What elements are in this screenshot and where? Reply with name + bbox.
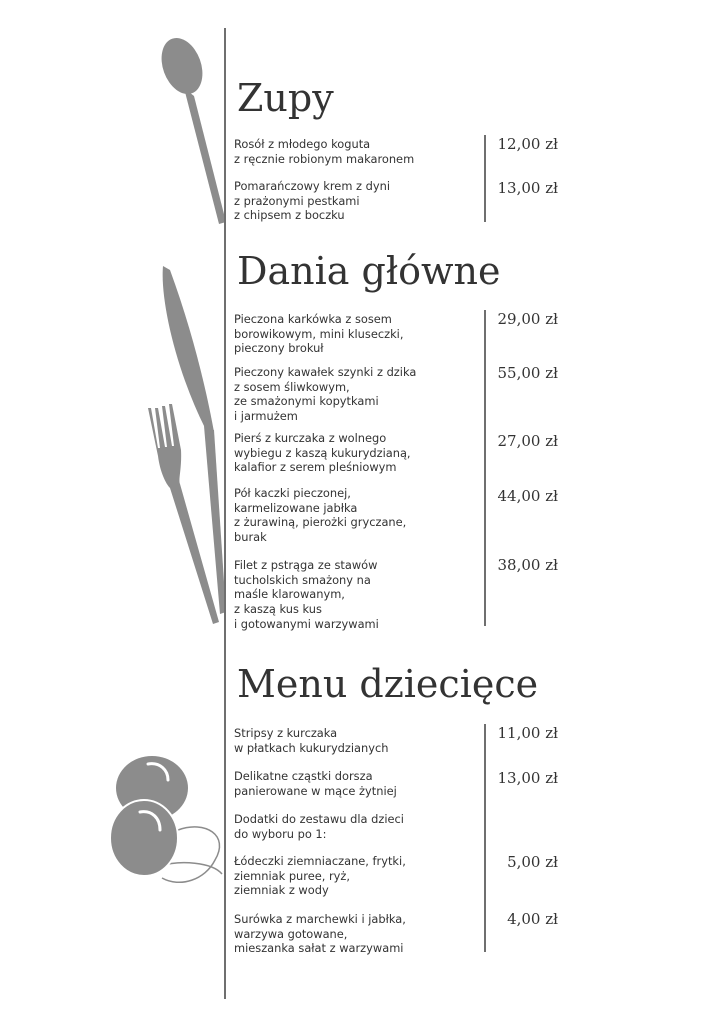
price-divider [484, 310, 486, 626]
section-heading-main-dishes: Dania główne [237, 249, 501, 293]
menu-item-name: Delikatne cząstki dorsza panierowane w mące żytniej [234, 769, 397, 798]
menu-item-name: Filet z pstrąga ze stawów tucholskich smażony na maśle klarowanym, z kaszą kus kus i gotowanymi warzywami [234, 558, 379, 631]
menu-item-price: 11,00 zł [497, 724, 558, 742]
menu-item-name: Surówka z marchewki i jabłka, warzywa gotowane, mieszanka sałat z warzywami [234, 912, 406, 956]
menu-item-name: Pieczona karkówka z sosem borowikowym, mini kluseczki, pieczony brokuł [234, 312, 404, 356]
menu-item-name: Łódeczki ziemniaczane, frytki, ziemniak puree, ryż, ziemniak z wody [234, 854, 406, 898]
menu-item-price: 55,00 zł [497, 364, 558, 382]
menu-item-price: 13,00 zł [497, 769, 558, 787]
vertical-rule [224, 28, 226, 999]
menu-item-price: 27,00 zł [497, 432, 558, 450]
menu-item-name: Rosół z młodego koguta z ręcznie robionym makaronem [234, 137, 415, 166]
menu-item-name: Pierś z kurczaka z wolnego wybiegu z kaszą kukurydzianą, kalafior z serem pleśniowym [234, 431, 411, 475]
menu-item-name: Pieczony kawałek szynki z dzika z sosem śliwkowym, ze smażonymi kopytkami i jarmużem [234, 365, 417, 424]
section-heading-kids-menu: Menu dziecięce [237, 662, 539, 706]
menu-item-price: 13,00 zł [497, 179, 558, 197]
menu-item-price: 4,00 zł [507, 910, 558, 928]
section-heading-soups: Zupy [237, 76, 334, 120]
menu-item-name: Pół kaczki pieczonej, karmelizowane jabłka z żurawiną, pierożki gryczane, burak [234, 486, 407, 545]
menu-item-price: 44,00 zł [497, 487, 558, 505]
menu-item-price: 12,00 zł [497, 135, 558, 153]
balloons-icon [110, 756, 222, 882]
menu-item-name: Stripsy z kurczaka w płatkach kukurydzianych [234, 726, 389, 755]
menu-item-name: Dodatki do zestawu dla dzieci do wyboru po 1: [234, 812, 404, 841]
menu-item-price: 38,00 zł [497, 556, 558, 574]
menu-item-name: Pomarańczowy krem z dyni z prażonymi pestkami z chipsem z boczku [234, 179, 390, 223]
menu-item-price: 5,00 zł [507, 853, 558, 871]
menu-item-price: 29,00 zł [497, 310, 558, 328]
spoon-icon [154, 32, 226, 224]
